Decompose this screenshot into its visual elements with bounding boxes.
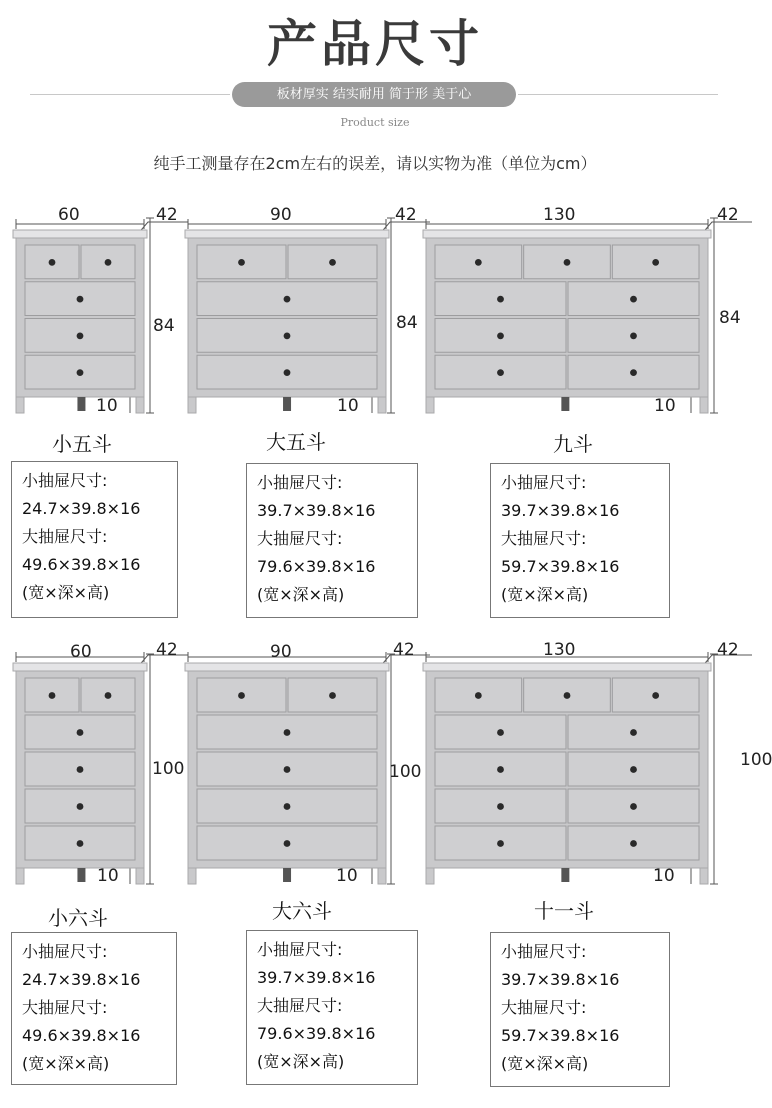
cabinet-leg-center <box>77 397 85 411</box>
drawer-knob <box>497 296 504 303</box>
drawer-knob <box>475 692 482 699</box>
cabinet-leg <box>136 868 144 884</box>
cabinet-top <box>185 230 389 238</box>
drawer-knob <box>77 332 84 339</box>
cabinet-leg <box>188 397 196 413</box>
drawer-knob <box>284 803 291 810</box>
drawer-spec-box <box>11 932 177 1085</box>
drawer-knob <box>564 259 571 266</box>
product-name: 十一斗 <box>534 899 594 923</box>
drawer-knob <box>77 840 84 847</box>
small-drawer-size: 24.7×39.8×16 <box>22 970 141 989</box>
large-drawer-label: 大抽屉尺寸: <box>501 998 587 1017</box>
small-drawer-label: 小抽屉尺寸: <box>501 942 587 961</box>
drawer-knob <box>329 259 336 266</box>
drawer-knob <box>77 729 84 736</box>
height-label: 100 <box>740 750 772 770</box>
depth-label: 42 <box>156 640 178 660</box>
drawer-spec-box <box>11 461 178 618</box>
drawer-knob <box>77 296 84 303</box>
drawer-knob <box>630 332 637 339</box>
cabinet-top <box>423 663 711 671</box>
product-name: 小五斗 <box>52 432 112 456</box>
cabinet-leg <box>426 868 434 884</box>
dims-note: (宽×深×高) <box>257 585 345 604</box>
drawer-knob <box>497 729 504 736</box>
large-drawer-size: 49.6×39.8×16 <box>22 555 141 574</box>
width-label: 60 <box>58 205 80 225</box>
drawer-knob <box>77 369 84 376</box>
large-drawer-size: 59.7×39.8×16 <box>501 557 620 576</box>
drawer-spec-box <box>490 932 670 1087</box>
measurement-note: 纯手工测量存在2cm左右的误差，请以实物为准（单位为cm） <box>153 154 597 173</box>
tagline-pill: 板材厚实 结实耐用 简于形 美于心 <box>232 82 516 107</box>
drawer-knob <box>77 766 84 773</box>
width-label: 130 <box>543 640 576 660</box>
height-label: 100 <box>152 759 185 779</box>
cabinet-leg-center <box>561 868 569 882</box>
drawer-knob <box>630 766 637 773</box>
drawer-knob <box>630 729 637 736</box>
cabinet-leg <box>700 397 708 413</box>
width-label: 90 <box>270 642 292 662</box>
drawer-knob <box>284 729 291 736</box>
drawer-knob <box>630 840 637 847</box>
drawer-knob <box>77 803 84 810</box>
depth-label: 42 <box>393 640 415 660</box>
small-drawer-label: 小抽屉尺寸: <box>257 473 343 492</box>
depth-label: 42 <box>156 205 178 225</box>
subtitle-english: Product size <box>340 116 410 129</box>
depth-label: 42 <box>717 640 739 660</box>
drawer-knob <box>284 332 291 339</box>
drawer-knob <box>49 259 56 266</box>
drawer-knob <box>630 296 637 303</box>
depth-label: 42 <box>395 205 417 225</box>
height-label: 84 <box>153 316 175 336</box>
small-drawer-size: 24.7×39.8×16 <box>22 499 141 518</box>
drawer-spec-box <box>246 463 418 618</box>
leg-height-label: 10 <box>654 396 676 416</box>
drawer-knob <box>284 296 291 303</box>
drawer-knob <box>284 840 291 847</box>
cabinet-leg <box>188 868 196 884</box>
drawer-knob <box>652 259 659 266</box>
dims-note: (宽×深×高) <box>501 585 589 604</box>
product-name: 大六斗 <box>272 899 332 923</box>
drawer-knob <box>497 332 504 339</box>
cabinet-top <box>185 663 389 671</box>
drawer-knob <box>105 692 112 699</box>
small-drawer-size: 39.7×39.8×16 <box>257 501 376 520</box>
small-drawer-label: 小抽屉尺寸: <box>501 473 587 492</box>
leg-height-label: 10 <box>97 866 119 886</box>
small-drawer-size: 39.7×39.8×16 <box>257 968 376 987</box>
cabinet-leg-center <box>283 397 291 411</box>
height-label: 84 <box>396 313 418 333</box>
drawer-knob <box>49 692 56 699</box>
cabinet-leg-center <box>561 397 569 411</box>
large-drawer-size: 49.6×39.8×16 <box>22 1026 141 1045</box>
height-label: 100 <box>389 762 422 782</box>
cabinet-leg <box>700 868 708 884</box>
drawer-knob <box>329 692 336 699</box>
large-drawer-label: 大抽屉尺寸: <box>22 527 108 546</box>
cabinet-leg <box>378 868 386 884</box>
drawer-knob <box>630 369 637 376</box>
leg-height-label: 10 <box>337 396 359 416</box>
drawer-spec-box <box>246 930 418 1085</box>
drawer-knob <box>238 259 245 266</box>
drawer-knob <box>284 766 291 773</box>
large-drawer-label: 大抽屉尺寸: <box>257 529 343 548</box>
leg-height-label: 10 <box>653 866 675 886</box>
width-label: 60 <box>70 642 92 662</box>
cabinet-leg-center <box>77 868 85 882</box>
drawer-knob <box>497 840 504 847</box>
drawer-knob <box>475 259 482 266</box>
cabinet-leg <box>16 397 24 413</box>
leg-height-label: 10 <box>96 396 118 416</box>
cabinet-top <box>423 230 711 238</box>
large-drawer-label: 大抽屉尺寸: <box>22 998 108 1017</box>
drawer-knob <box>497 803 504 810</box>
page-title: 产品尺寸 <box>267 15 483 73</box>
drawer-knob <box>564 692 571 699</box>
cabinet-leg <box>16 868 24 884</box>
large-drawer-size: 79.6×39.8×16 <box>257 557 376 576</box>
height-label: 84 <box>719 308 741 328</box>
large-drawer-label: 大抽屉尺寸: <box>501 529 587 548</box>
drawer-spec-box <box>490 463 670 618</box>
drawer-knob <box>497 369 504 376</box>
drawer-knob <box>238 692 245 699</box>
product-name: 小六斗 <box>48 906 108 930</box>
product-name: 九斗 <box>553 432 593 456</box>
drawer-knob <box>497 766 504 773</box>
cabinet-top <box>13 663 147 671</box>
cabinet-leg <box>426 397 434 413</box>
depth-label: 42 <box>717 205 739 225</box>
drawer-knob <box>105 259 112 266</box>
dims-note: (宽×深×高) <box>501 1054 589 1073</box>
width-label: 90 <box>270 205 292 225</box>
small-drawer-label: 小抽屉尺寸: <box>257 940 343 959</box>
leg-height-label: 10 <box>336 866 358 886</box>
dims-note: (宽×深×高) <box>22 583 110 602</box>
dims-note: (宽×深×高) <box>22 1054 110 1073</box>
small-drawer-label: 小抽屉尺寸: <box>22 471 108 490</box>
cabinet-leg <box>378 397 386 413</box>
small-drawer-size: 39.7×39.8×16 <box>501 970 620 989</box>
drawer-knob <box>630 803 637 810</box>
large-drawer-size: 79.6×39.8×16 <box>257 1024 376 1043</box>
small-drawer-size: 39.7×39.8×16 <box>501 501 620 520</box>
large-drawer-size: 59.7×39.8×16 <box>501 1026 620 1045</box>
dims-note: (宽×深×高) <box>257 1052 345 1071</box>
cabinet-top <box>13 230 147 238</box>
drawer-knob <box>652 692 659 699</box>
cabinet-leg-center <box>283 868 291 882</box>
product-name: 大五斗 <box>266 430 326 454</box>
small-drawer-label: 小抽屉尺寸: <box>22 942 108 961</box>
cabinet-leg <box>136 397 144 413</box>
drawer-knob <box>284 369 291 376</box>
large-drawer-label: 大抽屉尺寸: <box>257 996 343 1015</box>
width-label: 130 <box>543 205 576 225</box>
